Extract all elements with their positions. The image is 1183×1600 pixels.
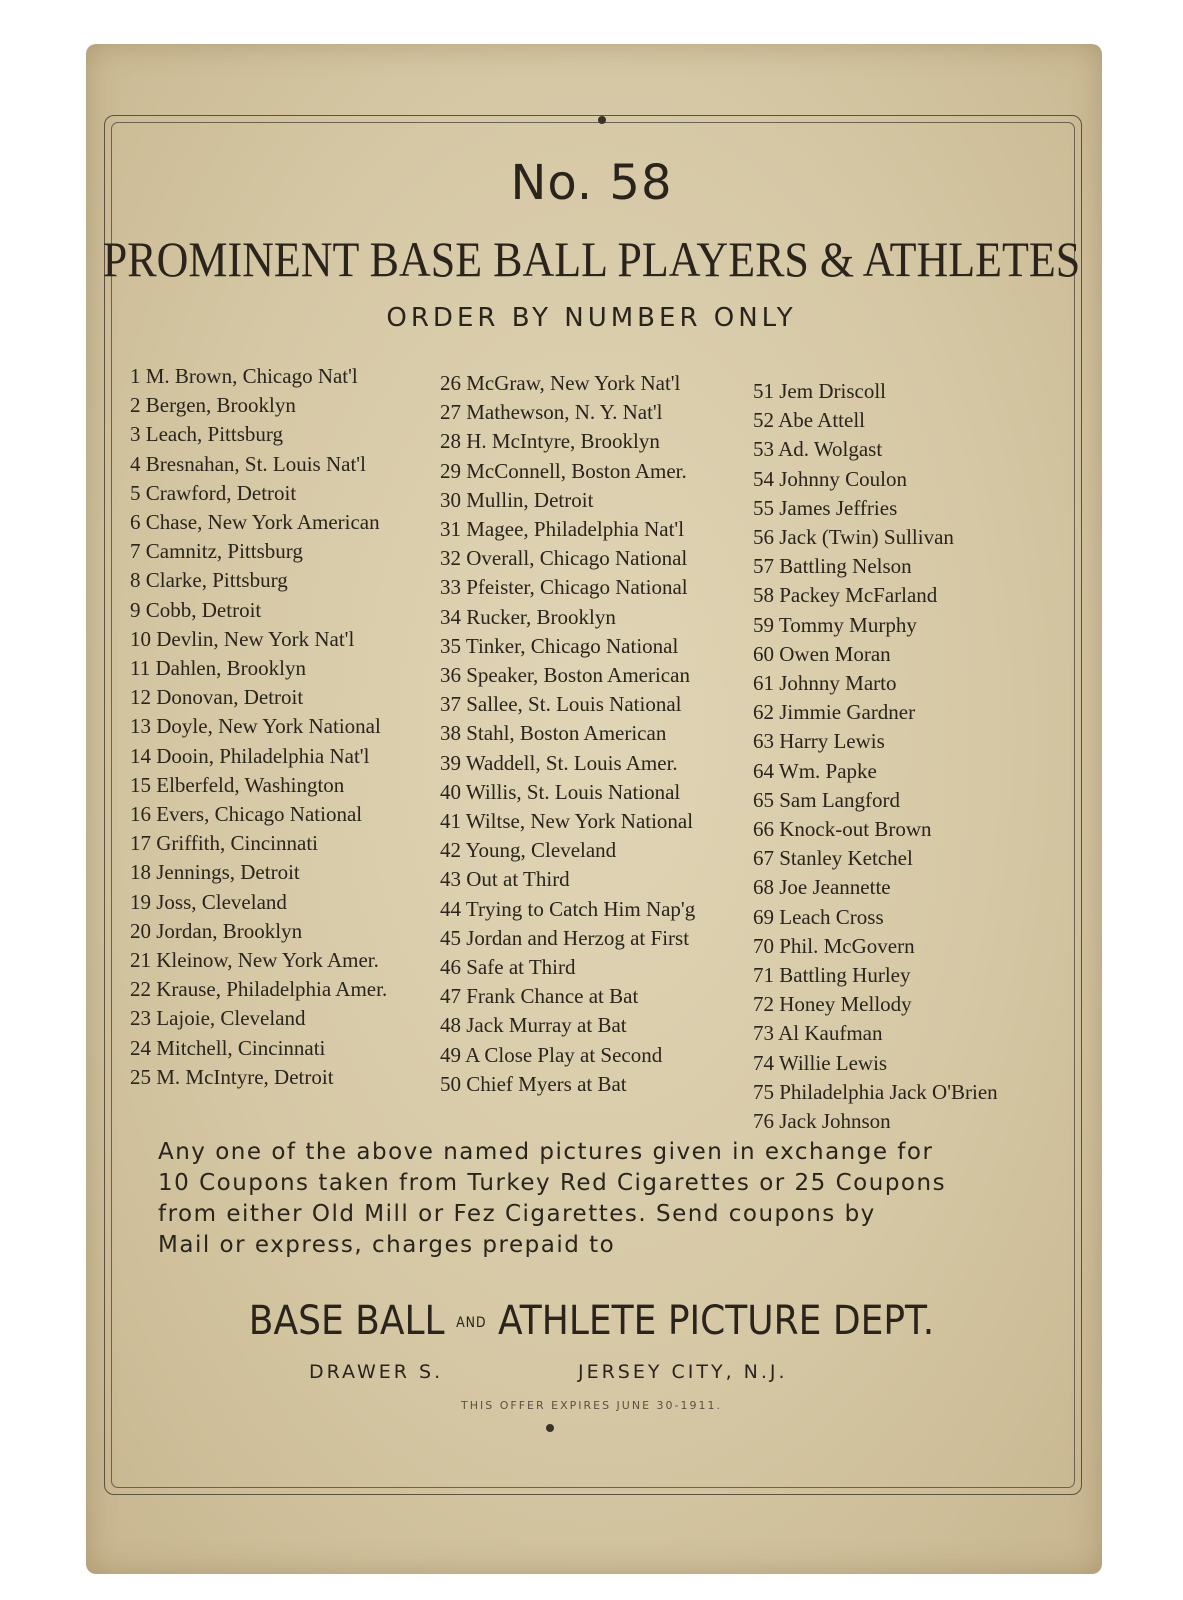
list-item: 12 Donovan, Detroit [130, 685, 304, 710]
list-item: 5 Crawford, Detroit [130, 480, 297, 505]
department-part-2: ATHLETE PICTURE DEPT. [497, 1298, 935, 1344]
player-list-column-3 [753, 377, 998, 1136]
list-item: 36 Speaker, Boston American [440, 663, 690, 688]
list-item: 38 Stahl, Boston American [440, 721, 667, 746]
list-item: 2 Bergen, Brooklyn [130, 393, 296, 418]
department-name [59, 1298, 1124, 1344]
list-item: 66 Knock-out Brown [753, 817, 932, 842]
list-item: 71 Battling Hurley [753, 963, 911, 988]
list-item: 72 Honey Mellody [753, 992, 912, 1017]
list-item: 33 Pfeister, Chicago National [440, 575, 688, 600]
list-item: 9 Cobb, Detroit [130, 597, 262, 622]
list-item: 4 Bresnahan, St. Louis Nat'l [130, 451, 366, 476]
list-item: 51 Jem Driscoll [753, 379, 886, 403]
list-item: 14 Dooin, Philadelphia Nat'l [130, 743, 370, 768]
list-item: 42 Young, Cleveland [440, 838, 617, 863]
list-item: 61 Johnny Marto [753, 671, 897, 696]
list-item: 44 Trying to Catch Him Nap'g [440, 896, 696, 921]
offer-line: Any one of the above named pictures given in exchange for [158, 1139, 934, 1165]
list-item: 10 Devlin, New York Nat'l [130, 626, 355, 651]
list-item: 15 Elberfeld, Washington [130, 772, 345, 797]
list-item: 32 Overall, Chicago National [440, 546, 688, 571]
department-part-1: BASE BALL [248, 1298, 445, 1344]
list-item: 31 Magee, Philadelphia Nat'l [440, 517, 685, 542]
list-item: 1 M. Brown, Chicago Nat'l [130, 364, 358, 388]
list-item: 39 Waddell, St. Louis Amer. [440, 750, 678, 775]
pin-hole-top [598, 116, 606, 124]
list-item: 25 M. McIntyre, Detroit [130, 1064, 334, 1089]
list-item: 29 McConnell, Boston Amer. [440, 458, 687, 483]
list-item: 68 Joe Jeannette [753, 875, 891, 900]
list-item: 17 Griffith, Cincinnati [130, 831, 319, 856]
list-item: 55 James Jeffries [753, 495, 898, 520]
list-item: 35 Tinker, Chicago National [440, 633, 679, 658]
list-item: 53 Ad. Wolgast [753, 437, 883, 462]
list-item: 16 Evers, Chicago National [130, 802, 363, 827]
offer-expiry: THIS OFFER EXPIRES JUNE 30-1911. [461, 1399, 722, 1412]
card-number: No. 58 [510, 155, 673, 211]
list-item: 24 Mitchell, Cincinnati [130, 1035, 326, 1060]
list-item: 56 Jack (Twin) Sullivan [753, 525, 954, 550]
list-item: 65 Sam Langford [753, 787, 900, 812]
list-item: 11 Dahlen, Brooklyn [130, 656, 306, 681]
list-item: 18 Jennings, Detroit [130, 860, 300, 885]
list-item: 21 Kleinow, New York Amer. [130, 948, 379, 973]
list-item: 6 Chase, New York American [130, 510, 380, 535]
list-item: 23 Lajoie, Cleveland [130, 1006, 306, 1031]
list-item: 74 Willie Lewis [753, 1050, 888, 1075]
list-item: 26 McGraw, New York Nat'l [440, 371, 681, 395]
list-item: 34 Rucker, Brooklyn [440, 604, 616, 629]
list-item: 22 Krause, Philadelphia Amer. [130, 977, 388, 1002]
offer-line: from either Old Mill or Fez Cigarettes. Send coupons by [158, 1201, 876, 1227]
list-item: 46 Safe at Third [440, 955, 576, 980]
list-item: 43 Out at Third [440, 867, 570, 892]
list-item: 67 Stanley Ketchel [753, 846, 913, 871]
list-item: 73 Al Kaufman [753, 1021, 883, 1046]
list-item: 62 Jimmie Gardner [753, 700, 916, 725]
list-item: 20 Jordan, Brooklyn [130, 918, 303, 943]
list-item: 7 Camnitz, Pittsburg [130, 539, 303, 564]
list-item: 69 Leach Cross [753, 904, 884, 929]
list-item: 40 Willis, St. Louis National [440, 779, 681, 804]
list-item: 60 Owen Moran [753, 641, 891, 666]
list-item: 59 Tommy Murphy [753, 612, 917, 637]
list-item: 75 Philadelphia Jack O'Brien [753, 1079, 998, 1104]
list-item: 28 H. McIntyre, Brooklyn [440, 429, 660, 454]
offer-line: 10 Coupons taken from Turkey Red Cigarettes or 25 Coupons [158, 1170, 947, 1196]
list-item: 52 Abe Attell [753, 408, 865, 433]
list-item: 30 Mullin, Detroit [440, 487, 594, 512]
list-item: 57 Battling Nelson [753, 554, 912, 579]
list-item: 41 Wiltse, New York National [440, 809, 694, 834]
offer-line: Mail or express, charges prepaid to [158, 1232, 616, 1258]
list-item: 37 Sallee, St. Louis National [440, 692, 682, 717]
list-item: 58 Packey McFarland [753, 583, 938, 608]
pin-hole-bottom [546, 1424, 554, 1432]
list-item: 8 Clarke, Pittsburg [130, 568, 288, 593]
list-item: 50 Chief Myers at Bat [440, 1071, 627, 1096]
list-item: 63 Harry Lewis [753, 729, 885, 754]
list-item: 76 Jack Johnson [753, 1109, 891, 1134]
offer-text [158, 1137, 1008, 1261]
list-item: 64 Wm. Papke [753, 758, 877, 783]
list-item: 13 Doyle, New York National [130, 714, 381, 739]
list-item: 49 A Close Play at Second [440, 1042, 663, 1067]
list-item: 48 Jack Murray at Bat [440, 1013, 627, 1038]
list-item: 70 Phil. McGovern [753, 933, 915, 958]
list-item: 19 Joss, Cleveland [130, 889, 287, 914]
list-item: 3 Leach, Pittsburg [130, 422, 284, 447]
city-address: JERSEY CITY, N.J. [578, 1361, 788, 1383]
list-item: 45 Jordan and Herzog at First [440, 925, 690, 950]
player-list-column-1 [130, 362, 387, 1092]
list-item: 47 Frank Chance at Bat [440, 984, 639, 1009]
department-and: AND [456, 1315, 487, 1331]
drawer-address: DRAWER S. [309, 1361, 444, 1383]
player-list-column-2 [440, 369, 695, 1099]
card-title: PROMINENT BASE BALL PLAYERS & ATHLETES [102, 231, 1081, 287]
order-instruction: ORDER BY NUMBER ONLY [386, 303, 797, 333]
list-item: 27 Mathewson, N. Y. Nat'l [440, 400, 663, 425]
list-item: 54 Johnny Coulon [753, 466, 908, 491]
